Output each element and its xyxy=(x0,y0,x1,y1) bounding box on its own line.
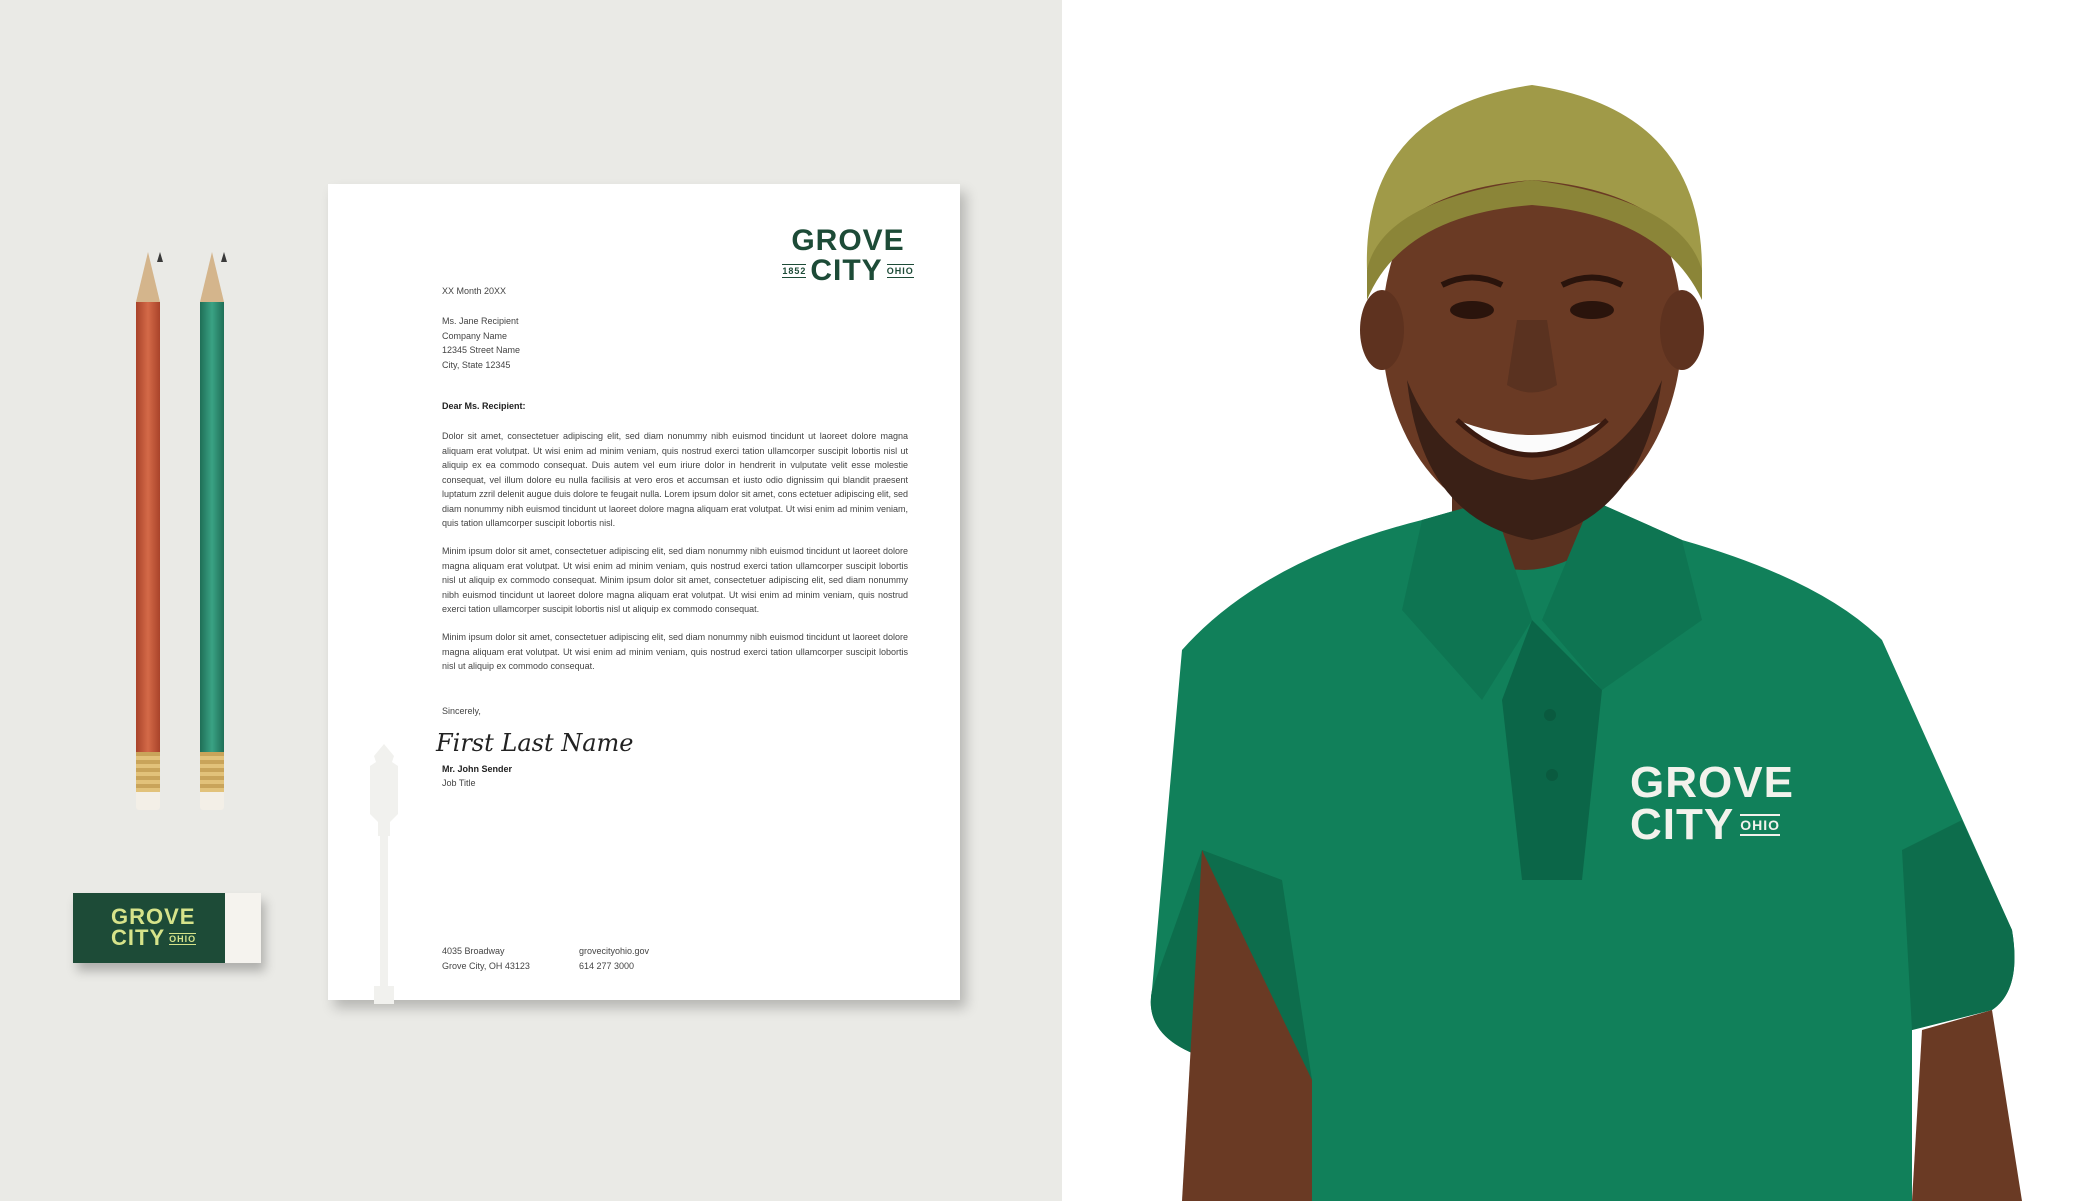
salutation: Dear Ms. Recipient: xyxy=(442,401,526,411)
letter-date: XX Month 20XX xyxy=(442,286,507,296)
lamppost-watermark-icon xyxy=(354,744,414,1004)
smiling-man-in-polo-photo xyxy=(1062,0,2080,1201)
body-paragraph: Minim ipsum dolor sit amet, consectetuer adipiscing elit, sed diam nonummy nibh euismod tincidunt ut laoreet dolore magna aliquam erat volutpat. Ut wisi enim ad minim veniam, quis nostrud exerci tation ullamcorper suscipit lobortis nisl ut aliquip ex commodo consequat. xyxy=(442,632,908,671)
signature: First Last Name xyxy=(436,729,634,757)
branded-eraser xyxy=(73,893,261,963)
footer-contact: grovecityohio.gov 614 277 3000 xyxy=(579,946,650,971)
eraser-logo: GROVE CITY OHIO xyxy=(111,904,197,950)
footer-address: 4035 Broadway Grove City, OH 43123 xyxy=(442,946,530,971)
letterhead-sheet xyxy=(328,184,960,1000)
red-pencil xyxy=(136,252,160,810)
green-pencil xyxy=(200,252,224,810)
polo-logo: GROVE CITY OHIO xyxy=(1630,758,1794,849)
recipient-address: Ms. Jane Recipient Company Name 12345 Street Name City, State 12345 xyxy=(442,316,521,370)
closing: Sincerely, xyxy=(442,706,481,716)
body-paragraph: Dolor sit amet, consectetuer adipiscing elit, sed diam nonummy nibh euismod tincidunt ut laoreet dolore magna aliquam erat volutpat. Ut wisi enim ad minim veniam, quis nostrud exerci tation ullamcorper suscipit lobortis nisl ut aliquip ex ea commodo consequat. Duis autem vel eum iriure dolor in hendrerit in vulputate velit esse molestie consequat, vel illum dolore eu nulla facilisis at vero eros et accumsan et iusto odio dignissim qui blandit praesent luptatum zzril delenit augue duis dolore te feugait nulla. Lorem ipsum dolor sit amet, cons ectetuer adipiscing elit, sed diam nonummy nibh euismod tincidunt ut laoreet dolore magna aliquam erat volutpat. Ut wisi enim ad minim veniam, quis tation ullamcorper suscipit lobortis nisl. xyxy=(442,431,908,528)
sender-name: Mr. John Sender xyxy=(442,764,513,774)
body-paragraph: Minim ipsum dolor sit amet, consectetuer adipiscing elit, sed diam nonummy nibh euismod tincidunt ut laoreet dolore magna aliquam erat volutpat. Ut wisi enim ad minim veniam, quis nostrud exerci tation ullamcorper suscipit lobortis nisl ut aliquip ex commodo consequat. Minim ipsum dolor sit amet, consectetuer adipiscing elit, sed diam nonummy nibh euismod tincidunt ut laoreet dolore magna aliquam erat volutpat. Ut wisi enim ad minim veniam, quis nostrud exerci tation ullamcorper suscipit lobortis nisl ut aliquip ex commodo consequat. xyxy=(442,546,908,614)
letterhead-logo: GROVE 1852 CITY OHIO xyxy=(782,224,914,287)
polo-shirt-photo-panel xyxy=(1062,0,2080,1201)
sender-title: Job Title xyxy=(442,778,476,788)
